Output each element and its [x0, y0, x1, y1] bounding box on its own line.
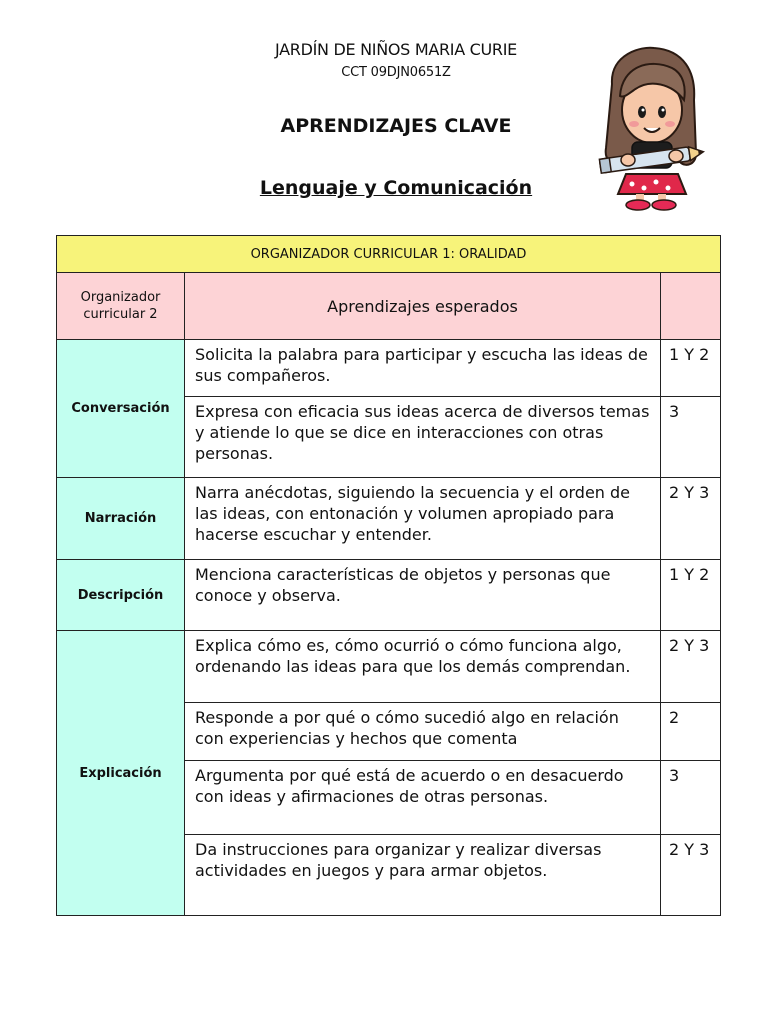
grade-cell: 3	[661, 761, 721, 835]
girl-with-pencil-illustration	[592, 44, 710, 212]
organizer-1-heading: ORGANIZADOR CURRICULAR 1: ORALIDAD	[57, 236, 721, 273]
table-row	[57, 478, 721, 560]
organizer-2-column-header: Organizador curricular 2	[57, 273, 185, 340]
curriculum-table	[56, 235, 721, 916]
category-cell: Descripción	[57, 560, 185, 631]
learning-outcome-cell: Explica cómo es, cómo ocurrió o cómo funciona algo, ordenando las ideas para que los demás comprendan.	[185, 631, 661, 703]
category-cell: Explicación	[57, 631, 185, 916]
learning-outcome-cell: Responde a por qué o cómo sucedió algo en relación con experiencias y hechos que comenta	[185, 703, 661, 761]
grade-column-header	[661, 273, 721, 340]
category-cell: Narración	[57, 478, 185, 560]
grade-cell: 2 Y 3	[661, 835, 721, 916]
page-title: APRENDIZAJES CLAVE	[280, 115, 512, 137]
table-row	[57, 631, 721, 703]
learning-outcomes-column-header: Aprendizajes esperados	[185, 273, 661, 340]
learning-outcome-cell: Solicita la palabra para participar y escucha las ideas de sus compañeros.	[185, 340, 661, 397]
learning-outcome-cell: Narra anécdotas, siguiendo la secuencia y el orden de las ideas, con entonación y volumen apropiado para hacerse escuchar y entender.	[185, 478, 661, 560]
learning-outcome-cell: Argumenta por qué está de acuerdo o en desacuerdo con ideas y afirmaciones de otras personas.	[185, 761, 661, 835]
table-row	[57, 560, 721, 631]
school-cct: CCT 09DJN0651Z	[341, 65, 451, 80]
grade-cell: 2	[661, 703, 721, 761]
category-cell: Conversación	[57, 340, 185, 478]
grade-cell: 3	[661, 397, 721, 478]
grade-cell: 2 Y 3	[661, 631, 721, 703]
page-subtitle: Lenguaje y Comunicación	[259, 177, 533, 199]
table-row	[57, 340, 721, 397]
learning-outcome-cell: Expresa con eficacia sus ideas acerca de diversos temas y atiende lo que se dice en interacciones con otras personas.	[185, 397, 661, 478]
school-name: JARDÍN DE NIÑOS MARIA CURIE	[275, 40, 517, 59]
learning-outcome-cell: Menciona características de objetos y personas que conoce y observa.	[185, 560, 661, 631]
learning-outcome-cell: Da instrucciones para organizar y realizar diversas actividades en juegos y para armar objetos.	[185, 835, 661, 916]
grade-cell: 2 Y 3	[661, 478, 721, 560]
grade-cell: 1 Y 2	[661, 340, 721, 397]
grade-cell: 1 Y 2	[661, 560, 721, 631]
